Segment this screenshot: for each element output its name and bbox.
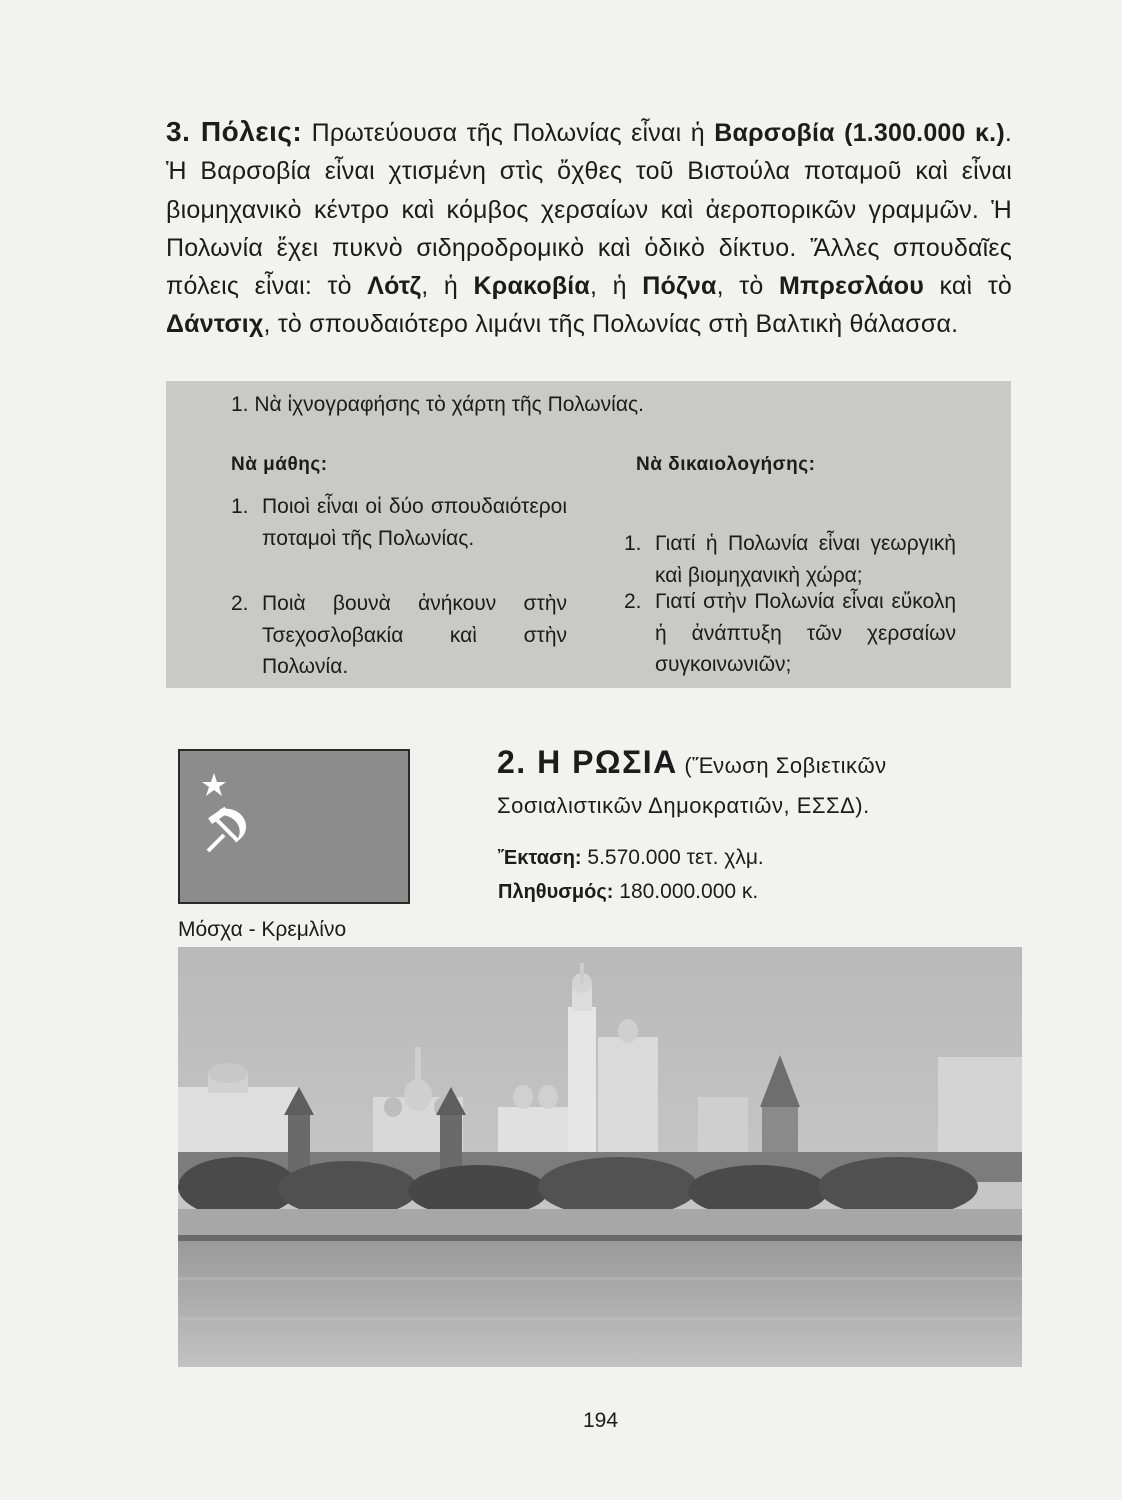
cities-seg-bold: Κρακοβία bbox=[473, 272, 590, 301]
cities-seg-bold: Δάντσιχ bbox=[166, 310, 264, 339]
cities-seg: , ἡ bbox=[590, 272, 643, 301]
question-number: 2. bbox=[231, 592, 249, 615]
justify-question bbox=[624, 528, 956, 591]
justify-title: Νὰ δικαιολογήσης: bbox=[636, 454, 816, 475]
exercise-intro: 1. Νὰ ἰχνογραφήσης τὸ χάρτη τῆς Πολωνίας. bbox=[231, 393, 644, 416]
learn-question bbox=[231, 588, 567, 683]
cities-seg: Πρωτεύουσα τῆς Πολωνίας εἶναι ἡ bbox=[302, 119, 715, 147]
question-text: Γιατί στὴν Πολωνία εἶναι εὔκολη ἡ ἀνάπτυξη τῶν χερσαίων συγκοινωνιῶν; bbox=[655, 590, 956, 676]
question-number: 1. bbox=[624, 532, 642, 555]
question-text: Ποιοὶ εἶναι οἱ δύο σπουδαιότεροι ποταμοὶ τῆς Πολωνίας. bbox=[262, 495, 567, 550]
cities-heading: 3. Πόλεις: bbox=[166, 116, 303, 147]
russia-title-main: 2. Η ΡΩΣΙΑ bbox=[497, 744, 678, 780]
cities-seg-bold: Μπρεσλάου bbox=[778, 272, 924, 301]
population-value: 180.000.000 κ. bbox=[613, 880, 759, 903]
kremlin-photo bbox=[178, 947, 1022, 1367]
cities-seg-bold: Λότζ bbox=[367, 272, 422, 301]
photo-caption: Μόσχα - Κρεμλίνο bbox=[178, 918, 347, 941]
cities-paragraph bbox=[166, 113, 1012, 344]
kremlin-illustration bbox=[178, 947, 1022, 1367]
area-fact bbox=[498, 846, 764, 870]
learn-title: Νὰ μάθης: bbox=[231, 454, 328, 475]
cities-seg: , ἡ bbox=[421, 272, 474, 301]
question-number: 2. bbox=[624, 590, 642, 613]
exercise-box bbox=[166, 381, 1011, 688]
cities-seg: . Ἡ Βαρσοβία εἶναι χτισμένη στὶς ὄχθες τοῦ Βιστούλα ποταμοῦ καὶ εἶναι βιομηχανικὸ κέντρο καὶ κόμβος χερσαίων καὶ ἀεροπορικῶν γραμμῶν. Ἡ Πολωνία ἔχει πυκνὸ σιδηροδρομικὸ καὶ ὁδικὸ δίκτυο. Ἄλλες σπουδαῖες πόλεις εἶναι: τὸ bbox=[166, 119, 1012, 301]
page-number: 194 bbox=[583, 1409, 619, 1432]
learn-question bbox=[231, 491, 567, 554]
russia-title-sub: (Ἕνωση Σοβιετικῶν Σοσιαλιστικῶν Δημοκρατιῶν, ΕΣΣΔ). bbox=[497, 753, 887, 818]
hammer-sickle-star-icon bbox=[194, 765, 264, 855]
question-text: Γιατί ἡ Πολωνία εἶναι γεωργικὴ καὶ βιομηχανικὴ χώρα; bbox=[655, 532, 956, 587]
question-text: Ποιὰ βουνὰ ἀνήκουν στὴν Τσεχοσλοβακία καὶ στὴν Πολωνία. bbox=[262, 592, 567, 678]
area-value: 5.570.000 τετ. χλμ. bbox=[581, 846, 764, 869]
cities-seg-bold: Βαρσοβία (1.300.000 κ.) bbox=[714, 119, 1005, 147]
area-label: Ἔκταση: bbox=[498, 847, 582, 869]
justify-question bbox=[624, 586, 956, 681]
russia-heading bbox=[497, 742, 967, 826]
cities-seg-bold: Πόζνα bbox=[642, 272, 717, 301]
population-fact bbox=[498, 880, 758, 904]
cities-seg: , τὸ σπουδαιότερο λιμάνι τῆς Πολωνίας στὴ Βαλτικὴ θάλασσα. bbox=[263, 310, 959, 339]
cities-seg: καὶ τὸ bbox=[923, 272, 1013, 301]
ussr-flag bbox=[178, 749, 410, 904]
population-label: Πληθυσμός: bbox=[498, 881, 614, 903]
question-number: 1. bbox=[231, 495, 249, 518]
cities-seg: , τὸ bbox=[716, 272, 779, 301]
